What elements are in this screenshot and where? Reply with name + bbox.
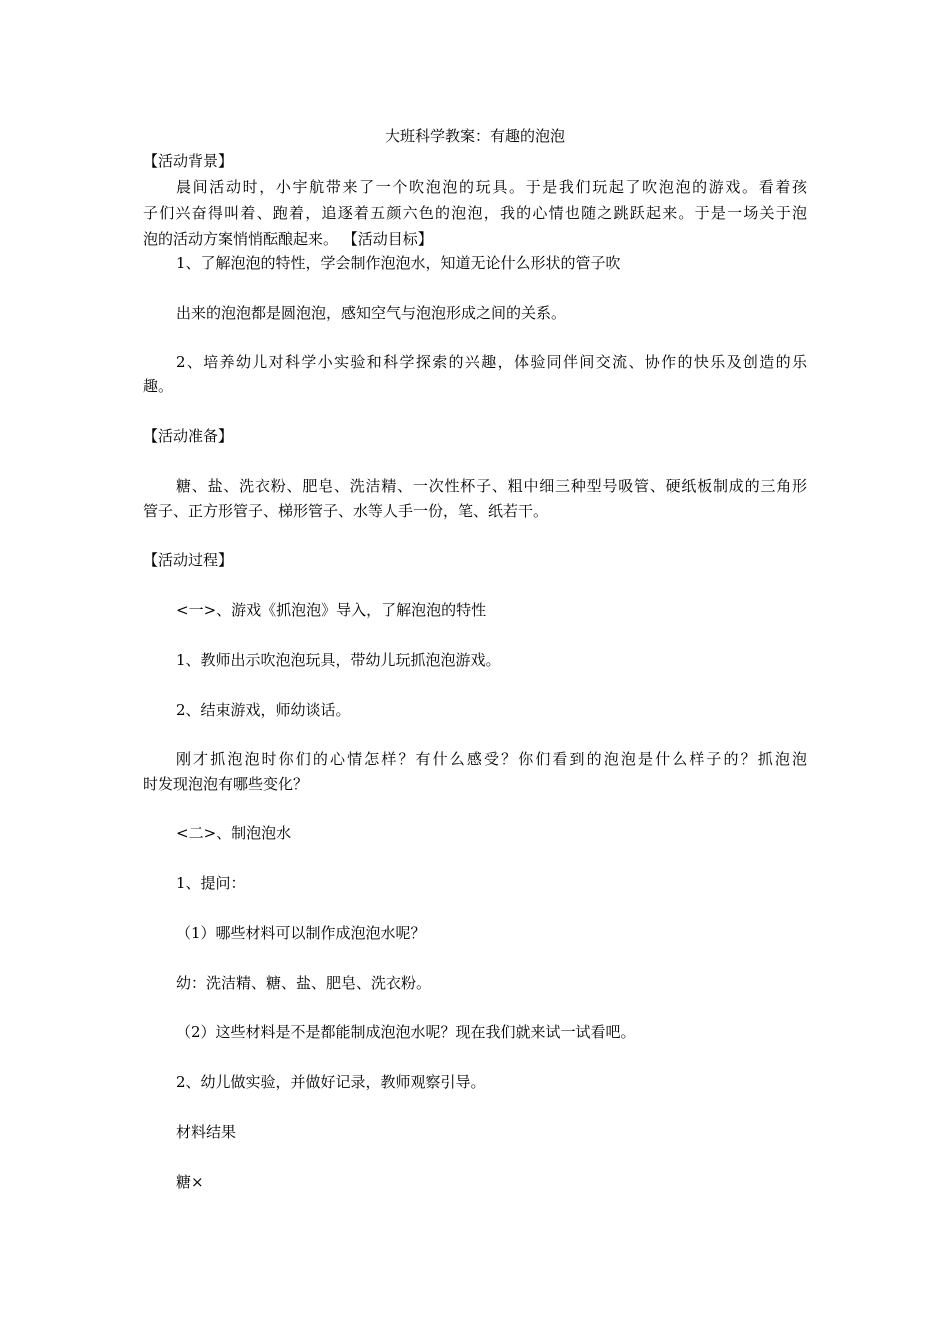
step-2-item-2: 2、幼儿做实验，并做好记录，教师观察引导。 bbox=[176, 1073, 486, 1091]
step-1-question-line: 刚才抓泡泡时你们的心情怎样？有什么感受？你们看到的泡泡是什么样子的？抓泡泡 bbox=[176, 750, 807, 768]
step-2-answer-1: 幼：洗洁精、糖、盐、肥皂、洗衣粉。 bbox=[176, 974, 432, 992]
background-paragraph-line: 泡的活动方案悄悄酝酿起来。 【活动目标】 bbox=[143, 230, 433, 248]
goal-item-2-continued: 趣。 bbox=[143, 377, 174, 395]
table-row: 糖× bbox=[176, 1173, 204, 1191]
step-1-item-1: 1、教师出示吹泡泡玩具，带幼儿玩抓泡泡游戏。 bbox=[176, 651, 501, 669]
process-heading: 【活动过程】 bbox=[143, 551, 234, 569]
goal-item-2: 2、培养幼儿对科学小实验和科学探索的兴趣，体验同伴间交流、协作的快乐及创造的乐 bbox=[176, 353, 807, 371]
step-2-item-1: 1、提问： bbox=[176, 874, 246, 892]
goal-item-1: 1、了解泡泡的特性，学会制作泡泡水，知道无论什么形状的管子吹 bbox=[176, 254, 621, 272]
background-paragraph-line: 晨间活动时，小宇航带来了一个吹泡泡的玩具。于是我们玩起了吹泡泡的游戏。看着孩 bbox=[176, 178, 807, 196]
step-2-question-1: （1）哪些材料可以制作成泡泡水呢？ bbox=[176, 924, 426, 942]
prep-paragraph-line: 糖、盐、洗衣粉、肥皂、洗洁精、一次性杯子、粗中细三种型号吸管、硬纸板制成的三角形 bbox=[176, 477, 807, 495]
background-paragraph-line: 子们兴奋得叫着、跑着，追逐着五颜六色的泡泡，我的心情也随之跳跃起来。于是一场关于泡 bbox=[143, 204, 807, 222]
step-1-question-line: 时发现泡泡有哪些变化？ bbox=[143, 775, 309, 793]
goal-item-1-continued: 出来的泡泡都是圆泡泡，感知空气与泡泡形成之间的关系。 bbox=[176, 304, 567, 322]
step-1-heading: <一>、游戏《抓泡泡》导入，了解泡泡的特性 bbox=[176, 601, 487, 619]
step-2-question-2: （2）这些材料是不是都能制成泡泡水呢？现在我们就来试一试看吧。 bbox=[176, 1023, 636, 1041]
step-2-heading: <二>、制泡泡水 bbox=[176, 824, 292, 842]
step-1-item-2: 2、结束游戏，师幼谈话。 bbox=[176, 701, 351, 719]
table-header: 材料结果 bbox=[176, 1123, 237, 1141]
background-heading: 【活动背景】 bbox=[143, 152, 234, 170]
prep-heading: 【活动准备】 bbox=[143, 427, 234, 445]
document-title: 大班科学教案：有趣的泡泡 bbox=[384, 127, 565, 145]
prep-paragraph-line: 管子、正方形管子、梯形管子、水等人手一份，笔、纸若干。 bbox=[143, 502, 549, 520]
